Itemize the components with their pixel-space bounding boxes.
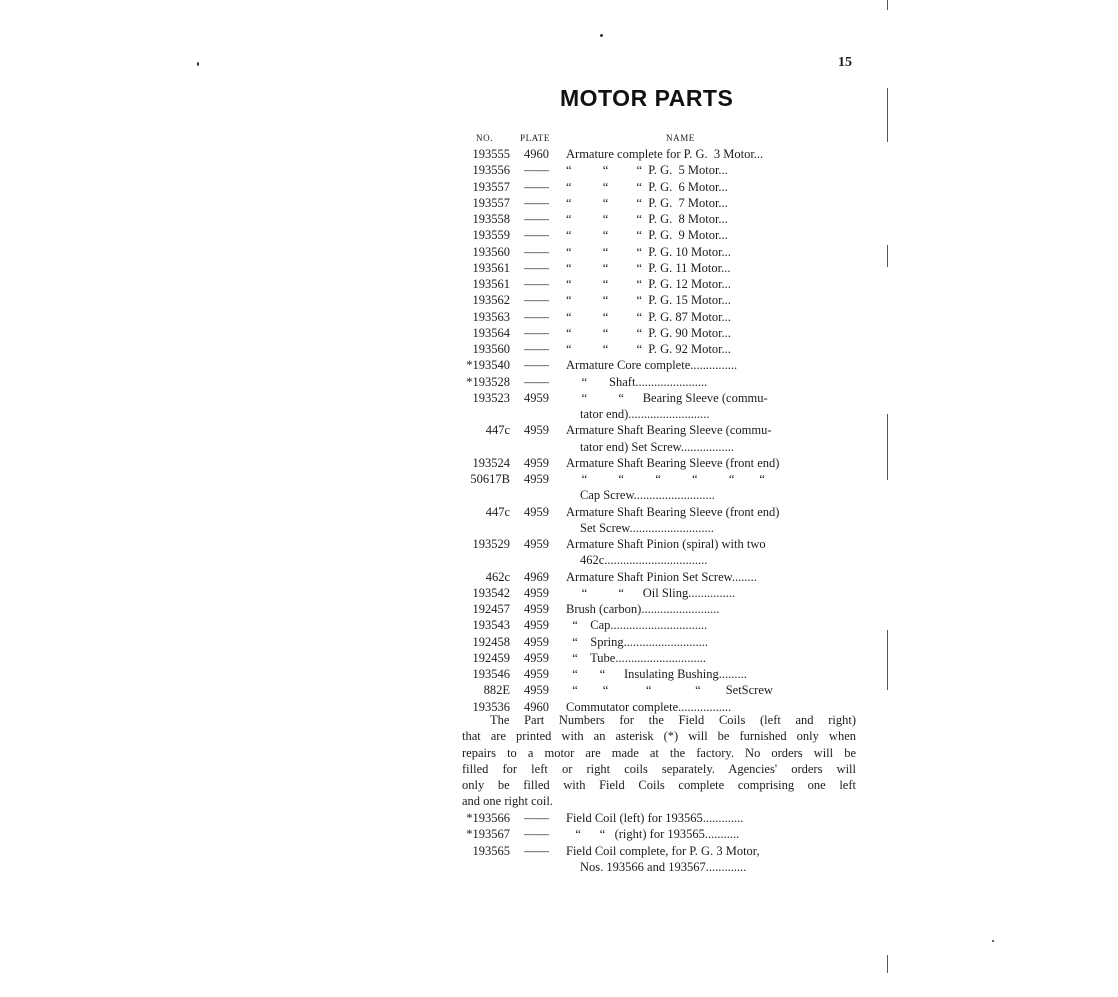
part-name: “ “ “ P. G. 92 Motor... (566, 342, 731, 356)
parts-row (462, 601, 858, 617)
plate-number: —— (524, 309, 549, 324)
parts-row (462, 179, 858, 195)
parts-row (462, 357, 858, 373)
plate-number: 4960 (524, 699, 549, 714)
part-name: Nos. 193566 and 193567............. (580, 859, 747, 874)
plate-number: 4959 (524, 504, 549, 519)
part-name: “ “ “ P. G. 7 Motor... (566, 195, 728, 210)
part-name: Set Screw........................... (580, 520, 714, 535)
part-number: *193567 (466, 827, 510, 842)
part-name: “ “ Oil Sling............... (566, 585, 736, 600)
part-number: 193561 (472, 277, 510, 291)
part-name: “ “ “ P. G. 5 Motor... (566, 163, 728, 178)
part-number: 193558 (472, 212, 510, 226)
plate-number: 4959 (524, 683, 549, 698)
scan-speck (992, 940, 994, 942)
part-name: “ “ “ P. G. 87 Motor... (566, 309, 731, 324)
note-line: only be filled with Field Coils complete comprising one left (462, 778, 856, 793)
scan-edge-mark (887, 0, 888, 10)
plate-number: —— (524, 342, 549, 356)
part-name: “ “ (right) for 193565........... (566, 827, 740, 842)
parts-row (462, 843, 858, 859)
plate-number: —— (524, 195, 549, 210)
plate-number: —— (524, 811, 549, 825)
plate-number: —— (524, 228, 549, 243)
parts-row (462, 309, 858, 325)
scan-speck (197, 62, 199, 66)
part-number: 193561 (472, 260, 510, 275)
part-name: Armature complete for P. G. 3 Motor... (566, 147, 764, 161)
plate-number: 4960 (524, 147, 549, 161)
parts-row (462, 682, 858, 698)
parts-row (462, 146, 858, 162)
part-name: “ “ “ “ “ “ (566, 472, 765, 486)
part-number: 192457 (472, 602, 510, 616)
part-number: 193560 (472, 244, 510, 259)
part-number: 193562 (472, 293, 510, 308)
plate-number: —— (524, 277, 549, 291)
part-number: 193564 (472, 325, 510, 340)
part-number: 193542 (472, 585, 510, 600)
column-header-plate: PLATE (520, 133, 550, 143)
parts-row (462, 504, 858, 520)
parts-row (462, 227, 858, 243)
parts-row (462, 292, 858, 308)
parts-row (462, 520, 858, 536)
plate-number: 4959 (524, 634, 549, 649)
parts-row (462, 439, 858, 455)
parts-row (462, 826, 858, 842)
plate-number: 4959 (524, 472, 549, 486)
page-title: MOTOR PARTS (560, 85, 734, 111)
parts-row (462, 260, 858, 276)
part-name: “ “ “ P. G. 12 Motor... (566, 277, 731, 291)
plate-number: 4959 (524, 423, 549, 438)
part-name: Commutator complete................. (566, 699, 732, 714)
plate-number: 4959 (524, 537, 549, 551)
note-line: repairs to a motor are made at the factory. No orders will be (462, 745, 856, 760)
part-name: Cap Screw.......................... (580, 488, 715, 503)
part-number: 193565 (472, 843, 510, 858)
plate-number: —— (524, 843, 549, 858)
parts-row (462, 341, 858, 357)
part-number: 193523 (472, 390, 510, 405)
part-name: Armature Shaft Pinion Set Screw........ (566, 569, 757, 584)
part-name: Field Coil (left) for 193565............. (566, 811, 744, 825)
plate-number: —— (524, 293, 549, 308)
plate-number: —— (524, 179, 549, 194)
parts-row (462, 650, 858, 666)
part-name: “ Shaft....................... (566, 374, 708, 389)
parts-row (462, 810, 858, 826)
part-name: Armature Shaft Bearing Sleeve (commu- (566, 423, 772, 438)
parts-row (462, 276, 858, 292)
note-line: and one right coil. (462, 794, 553, 809)
plate-number: —— (524, 212, 549, 226)
plate-number: 4959 (524, 455, 549, 470)
part-number: 193559 (472, 228, 510, 243)
plate-number: 4959 (524, 602, 549, 616)
part-number: 447c (485, 423, 510, 438)
parts-row (462, 634, 858, 650)
plate-number: 4959 (524, 650, 549, 665)
part-number: 192458 (472, 634, 510, 649)
column-header-no: NO. (476, 133, 494, 143)
parts-row (462, 211, 858, 227)
part-number: *193540 (466, 358, 510, 373)
plate-number: —— (524, 325, 549, 340)
part-number: *193528 (466, 374, 510, 389)
note-line: filled for left or right coils separately. Agencies' orders will (462, 761, 856, 776)
parts-row (462, 536, 858, 552)
part-name: “ “ “ P. G. 15 Motor... (566, 293, 731, 308)
part-number: 193557 (472, 195, 510, 210)
parts-row (462, 666, 858, 682)
part-number: 193543 (472, 618, 510, 633)
part-number: 193557 (472, 179, 510, 194)
part-name: “ Cap............................... (566, 618, 708, 633)
part-number: 193546 (472, 667, 510, 681)
parts-row (462, 455, 858, 471)
part-name: Field Coil complete, for P. G. 3 Motor, (566, 843, 760, 858)
parts-row (462, 859, 858, 875)
part-number: 193563 (472, 309, 510, 324)
part-number: 462c (485, 569, 510, 584)
part-number: 193529 (472, 537, 510, 551)
scan-edge-mark (887, 414, 888, 480)
scan-speck (600, 34, 603, 37)
plate-number: 4959 (524, 667, 549, 681)
plate-number: 4959 (524, 585, 549, 600)
parts-row (462, 195, 858, 211)
plate-number: 4959 (524, 618, 549, 633)
parts-row (462, 244, 858, 260)
part-name: Armature Shaft Bearing Sleeve (front end) (566, 504, 780, 519)
part-name: tator end).......................... (580, 407, 710, 421)
plate-number: 4969 (524, 569, 549, 584)
part-name: Armature Core complete............... (566, 358, 738, 373)
part-name: “ “ “ P. G. 6 Motor... (566, 179, 728, 194)
parts-row (462, 325, 858, 341)
page-number: 15 (838, 55, 852, 70)
field-coil-note (462, 712, 856, 810)
plate-number: —— (524, 827, 549, 842)
part-number: 193556 (472, 163, 510, 178)
part-name: Brush (carbon)......................... (566, 602, 720, 616)
part-name: “ Tube............................. (566, 650, 706, 665)
part-name: “ “ “ “ SetScrew (566, 683, 773, 698)
part-number: 447c (485, 504, 510, 519)
parts-row (462, 617, 858, 633)
parts-row (462, 422, 858, 438)
part-name: “ “ Bearing Sleeve (commu- (566, 390, 768, 405)
part-number: *193566 (466, 811, 510, 825)
part-number: 193524 (472, 455, 510, 470)
parts-row (462, 552, 858, 568)
part-name: “ “ “ P. G. 9 Motor... (566, 228, 728, 243)
part-name: Armature Shaft Pinion (spiral) with two (566, 537, 766, 551)
plate-number: 4959 (524, 390, 549, 405)
note-line: The Part Numbers for the Field Coils (left and right) (490, 713, 856, 727)
part-number: 193555 (472, 147, 510, 161)
plate-number: —— (524, 260, 549, 275)
part-name: “ Spring........................... (566, 634, 709, 649)
plate-number: —— (524, 374, 549, 389)
part-number: 193560 (472, 342, 510, 356)
part-number: 193536 (472, 699, 510, 714)
plate-number: —— (524, 358, 549, 373)
part-name: tator end) Set Screw................. (580, 439, 735, 454)
part-name: “ “ Insulating Bushing......... (566, 667, 747, 681)
part-name: “ “ “ P. G. 11 Motor... (566, 260, 731, 275)
parts-row (462, 569, 858, 585)
parts-row (462, 487, 858, 503)
column-header-name: NAME (666, 133, 695, 143)
parts-row (462, 406, 858, 422)
plate-number: —— (524, 244, 549, 259)
part-name: Armature Shaft Bearing Sleeve (front end) (566, 455, 780, 470)
parts-row (462, 390, 858, 406)
note-line: that are printed with an asterisk (*) will be furnished only when (462, 729, 856, 744)
scan-edge-mark (887, 955, 888, 973)
scan-edge-mark (887, 245, 888, 267)
parts-row (462, 471, 858, 487)
part-number: 50617B (470, 472, 510, 486)
scan-edge-mark (887, 630, 888, 690)
plate-number: —— (524, 163, 549, 178)
parts-row (462, 162, 858, 178)
part-name: “ “ “ P. G. 10 Motor... (566, 244, 731, 259)
part-number: 882E (483, 683, 510, 698)
part-number: 192459 (472, 650, 510, 665)
parts-row (462, 374, 858, 390)
part-name: 462c................................. (580, 553, 708, 568)
part-name: “ “ “ P. G. 90 Motor... (566, 325, 731, 340)
parts-row (462, 585, 858, 601)
scan-edge-mark (887, 88, 888, 142)
part-name: “ “ “ P. G. 8 Motor... (566, 212, 728, 226)
